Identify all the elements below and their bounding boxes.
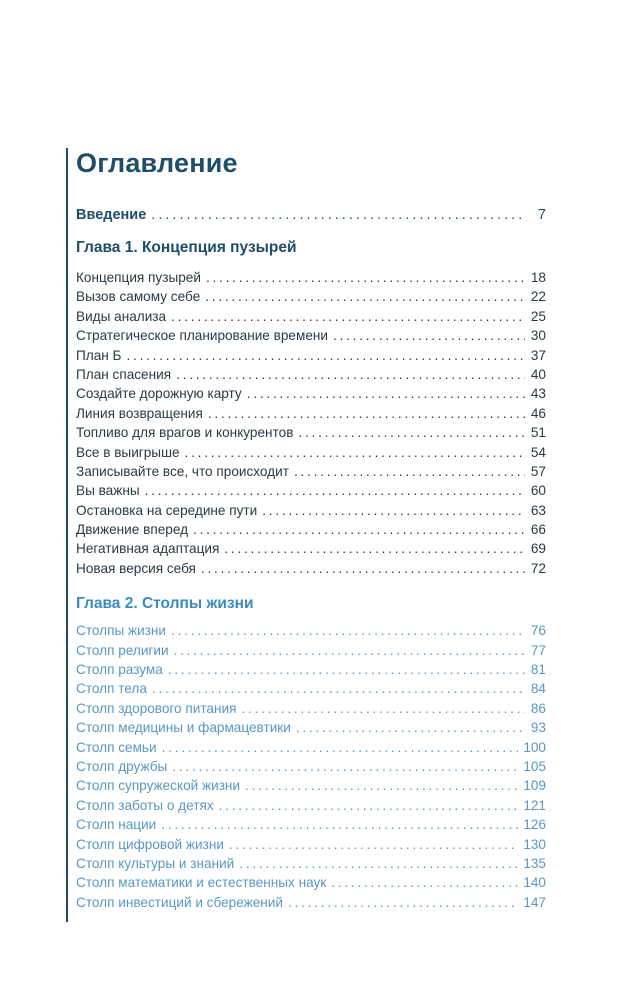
toc-entry[interactable] (76, 423, 546, 442)
chapter-2-section (76, 594, 546, 912)
toc-entry[interactable] (76, 404, 546, 423)
dot-leader (152, 679, 525, 698)
toc-entry-page: 84 (530, 681, 546, 697)
toc-entry[interactable] (76, 699, 546, 718)
toc-entry-label: Столп нации (76, 817, 157, 833)
dot-leader (219, 796, 519, 815)
toc-entry-label: Новая версия себя (76, 560, 196, 576)
toc-entry-page: 43 (530, 386, 546, 402)
toc-entry-label: План Б (76, 347, 122, 363)
toc-entry-page: 126 (523, 817, 546, 833)
toc-entry[interactable] (76, 621, 546, 640)
dot-leader (247, 384, 525, 403)
dot-leader (171, 307, 525, 326)
toc-entry-page: 100 (523, 739, 546, 755)
toc-entry-page: 105 (523, 758, 546, 774)
toc-entry-label: Создайте дорожную карту (76, 386, 242, 402)
dot-leader (171, 621, 525, 640)
toc-entry-page: 40 (530, 366, 546, 382)
toc-entry[interactable] (76, 384, 546, 403)
toc-entry[interactable] (76, 462, 546, 481)
chapter-2-heading[interactable]: Глава 2. Столпы жизни (76, 595, 254, 613)
toc-entry-page: 77 (530, 642, 546, 658)
dot-leader (193, 520, 525, 539)
toc-entry-label: Столп религии (76, 642, 169, 658)
toc-entry-page: 81 (530, 662, 546, 678)
toc-entry-label: Столп заботы о детях (76, 797, 214, 813)
toc-entry[interactable] (76, 520, 546, 539)
toc-entry-label: Топливо для врагов и конкурентов (76, 425, 294, 441)
dot-leader (262, 501, 525, 520)
dot-leader (176, 365, 525, 384)
toc-entry-page: 51 (530, 425, 546, 441)
toc-entry-label: Негативная адаптация (76, 541, 220, 557)
toc-entry-label: Столп культуры и знаний (76, 855, 235, 871)
dot-leader (185, 443, 525, 462)
dot-leader (151, 202, 525, 228)
toc-entry-page: 86 (530, 700, 546, 716)
dot-leader (245, 776, 518, 795)
toc-entry-page: 30 (530, 328, 546, 344)
dot-leader (229, 835, 518, 854)
toc-entry[interactable] (76, 443, 546, 462)
toc-entry[interactable] (76, 738, 546, 757)
dot-leader (333, 326, 525, 345)
dot-leader (201, 559, 525, 578)
page-title: Оглавление (76, 148, 238, 178)
toc-entry-label: Линия возвращения (76, 405, 203, 421)
dot-leader (331, 873, 518, 892)
dot-leader (239, 854, 518, 873)
toc-entry-label: Столп дружбы (76, 758, 168, 774)
dot-leader (208, 404, 525, 423)
toc-entry[interactable] (76, 796, 546, 815)
toc-entry-label: Столп цифровой жизни (76, 836, 224, 852)
toc-entry-page: 60 (530, 483, 546, 499)
toc-entry-intro[interactable] (76, 202, 546, 228)
toc-entry-page: 72 (530, 560, 546, 576)
dot-leader (174, 641, 525, 660)
toc-entry-label: Введение (76, 207, 147, 223)
toc-entry-page: 22 (530, 289, 546, 305)
dot-leader (161, 815, 518, 834)
toc-entry-label: Столп супружеской жизни (76, 778, 241, 794)
toc-entry-page: 46 (530, 405, 546, 421)
toc-entry-label: Остановка на середине пути (76, 502, 258, 518)
toc-entry[interactable] (76, 307, 546, 326)
toc-entry-page: 7 (537, 207, 546, 223)
toc-entry-label: Движение вперед (76, 522, 189, 538)
toc-entry[interactable] (76, 873, 546, 892)
toc-entry-label: Стратегическое планирование времени (76, 328, 328, 344)
dot-leader (294, 462, 525, 481)
chapter-1-section (76, 238, 546, 578)
toc-entry[interactable] (76, 679, 546, 698)
toc-entry[interactable] (76, 326, 546, 345)
dot-leader (206, 268, 525, 287)
toc-entry[interactable] (76, 539, 546, 558)
toc-entry-label: Столп инвестиций и сбережений (76, 894, 283, 910)
toc-entry-label: Столп здорового питания (76, 700, 237, 716)
toc-entry[interactable] (76, 641, 546, 660)
toc-entry[interactable] (76, 757, 546, 776)
toc-entry-page: 66 (530, 522, 546, 538)
toc-entry-page: 63 (530, 502, 546, 518)
toc-entry-page: 69 (530, 541, 546, 557)
toc-entry[interactable] (76, 559, 546, 578)
toc-entry-page: 54 (530, 444, 546, 460)
chapter-1-heading[interactable]: Глава 1. Концепция пузырей (76, 239, 297, 256)
toc-entry-label: План спасения (76, 366, 172, 382)
toc-entry[interactable] (76, 481, 546, 500)
toc-entry[interactable] (76, 718, 546, 737)
toc-entry-page: 18 (530, 270, 546, 285)
toc-entry-label: Столп семьи (76, 739, 157, 755)
toc-entry-label: Концепция пузырей (76, 270, 201, 285)
dot-leader (162, 738, 519, 757)
toc-entry-page: 93 (530, 720, 546, 736)
chapter-2-list (76, 621, 546, 912)
toc-entry[interactable] (76, 815, 546, 834)
toc-entry-page: 140 (523, 875, 546, 891)
toc-entry[interactable] (76, 268, 546, 287)
toc-entry-label: Столпы жизни (76, 623, 167, 639)
dot-leader (224, 539, 525, 558)
dot-leader (241, 699, 525, 718)
dot-leader (298, 423, 525, 442)
toc-entry[interactable] (76, 835, 546, 854)
toc-entry-label: Столп медицины и фармацевтики (76, 720, 291, 736)
toc-entry-page: 57 (530, 463, 546, 479)
toc-entry-page: 109 (523, 778, 546, 794)
toc-entry-page: 135 (523, 855, 546, 871)
dot-leader (168, 660, 525, 679)
dot-leader (288, 893, 518, 912)
toc-entry-page: 147 (523, 894, 546, 910)
toc-entry[interactable] (76, 776, 546, 795)
toc-entry-page: 37 (530, 347, 546, 363)
toc-entry-label: Вы важны (76, 483, 140, 499)
toc-entry[interactable] (76, 346, 546, 365)
toc-entry-page: 130 (523, 836, 546, 852)
toc-entry-label: Записывайте все, что происходит (76, 463, 289, 479)
dot-leader (172, 757, 518, 776)
chapter-1-list (76, 268, 546, 578)
toc-entry-label: Столп тела (76, 681, 147, 697)
table-of-contents (76, 202, 546, 912)
toc-entry-label: Столп математики и естественных наук (76, 875, 327, 891)
toc-entry[interactable] (76, 660, 546, 679)
dot-leader (145, 481, 525, 500)
toc-entry-label: Вызов самому себе (76, 289, 201, 305)
toc-entry[interactable] (76, 893, 546, 912)
toc-entry-label: Виды анализа (76, 308, 167, 324)
vertical-rule (66, 148, 68, 922)
toc-entry-page: 25 (530, 308, 546, 324)
toc-entry[interactable] (76, 287, 546, 306)
dot-leader (126, 346, 525, 365)
toc-entry-page: 76 (530, 623, 546, 639)
toc-entry-label: Все в выигрыше (76, 444, 180, 460)
toc-entry[interactable] (76, 501, 546, 520)
dot-leader (205, 287, 525, 306)
dot-leader (296, 718, 525, 737)
toc-entry[interactable] (76, 365, 546, 384)
toc-entry-page: 121 (523, 797, 546, 813)
toc-entry-label: Столп разума (76, 662, 163, 678)
toc-entry[interactable] (76, 854, 546, 873)
